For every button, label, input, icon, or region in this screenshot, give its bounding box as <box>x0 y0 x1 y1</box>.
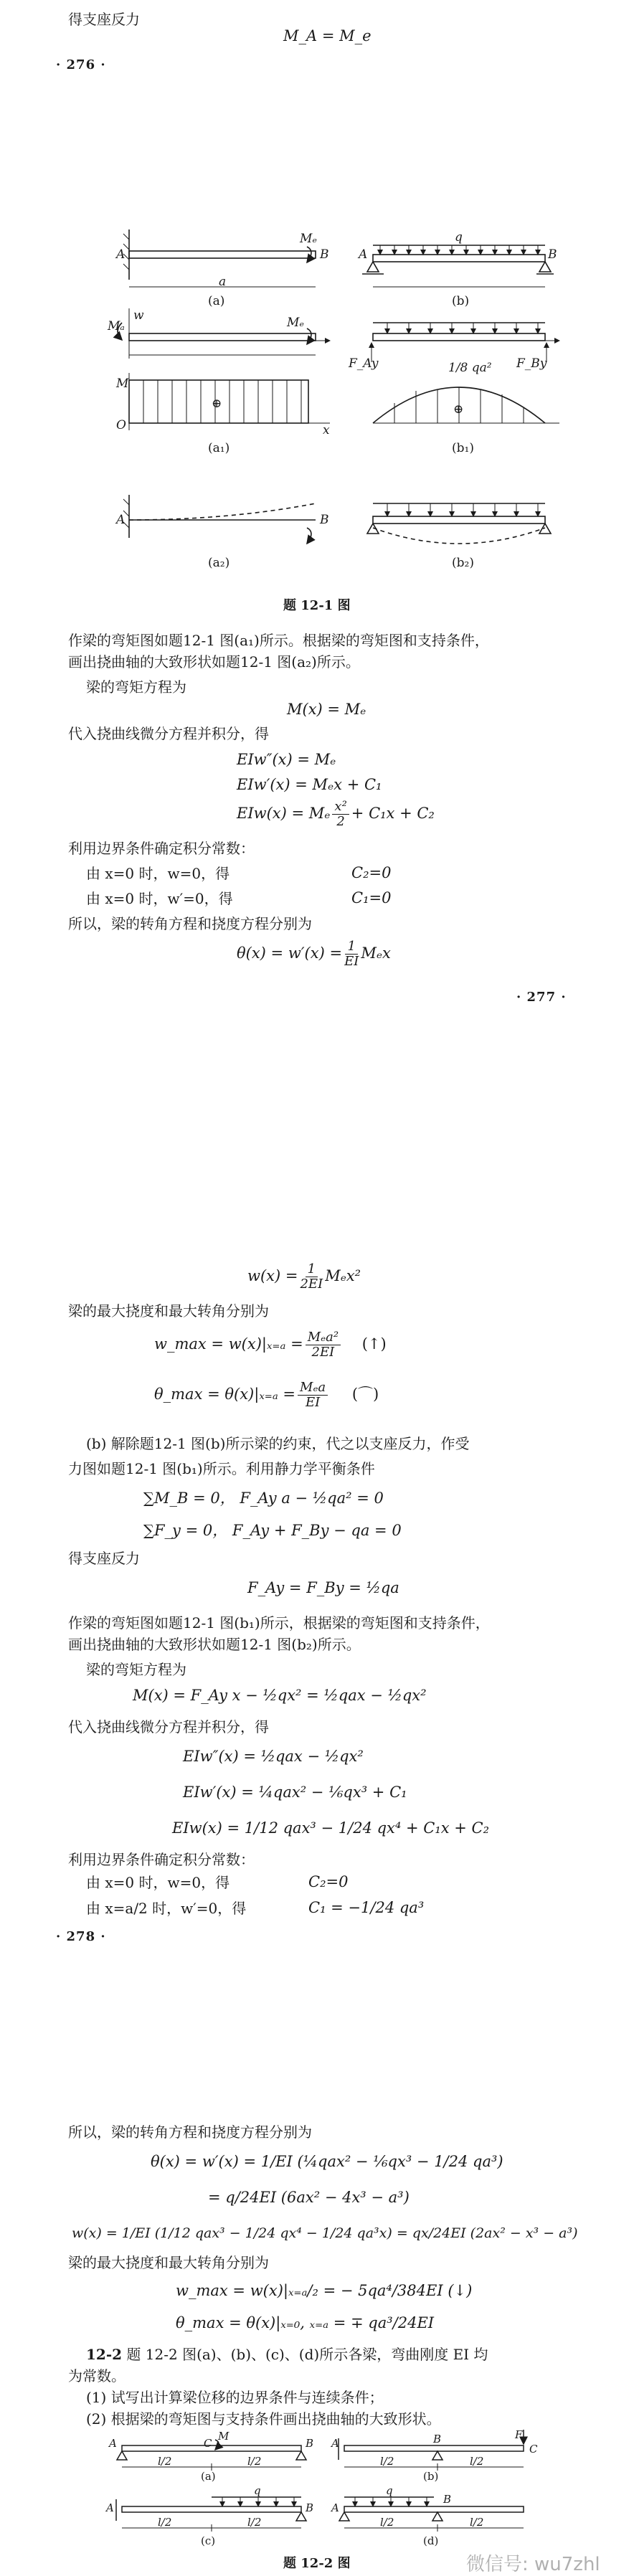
page3-wmax <box>154 1330 387 1360</box>
part-a-eq4 <box>237 800 435 829</box>
page4-wmax: w_max = w(x)|ₓ₌ₐ/₂ = − 5qa⁴/384EI (↓) <box>176 2282 473 2299</box>
page3-eq-fy: ∑F_y = 0， F_Ay + F_By − qa = 0 <box>143 1522 402 1539</box>
watermark: 微信号: wu7zhl <box>466 2554 600 2575</box>
fig121-label-Me: Mₑ <box>300 232 317 246</box>
fig121-label-A-b: A <box>359 247 368 262</box>
page3-eq-react: F_Ay = F_By = ½qa <box>247 1579 399 1596</box>
fig121-label-a2: (a₂) <box>208 556 230 570</box>
page3-tmax-dir: (⌒) <box>351 1386 379 1403</box>
fig121-label-FAy: F_Ay <box>349 356 379 371</box>
fig121-label-A-a2: A <box>116 513 126 527</box>
fig121-label-peak: 1/8 qa² <box>448 361 492 375</box>
page3-wmax-lhs: w_max = w(x)|ₓ₌ₐ = <box>154 1335 303 1353</box>
part-a-eq4-num: x² <box>332 800 349 815</box>
fig122-d-A: A <box>331 2501 339 2514</box>
page3-eq-m: M(x) = F_Ay x − ½qx² = ½qax − ½qx² <box>133 1687 427 1704</box>
page3-p5: 作梁的弯矩图如题12-1 图(b₁)所示，根据梁的弯矩图和支持条件， <box>68 1614 490 1632</box>
page3-eq1-rhs: Mₑx² <box>325 1267 361 1284</box>
fig121-label-Me-a1: Mₑ <box>287 316 304 330</box>
page3-p1: 梁的最大挠度和最大转角分别为 <box>68 1302 269 1320</box>
fig121-label-b1: (b₁) <box>452 441 474 455</box>
page3-eq-mb: ∑M_B = 0， F_Ay a − ½qa² = 0 <box>143 1490 384 1507</box>
page4-tmax: θ_max = θ(x)|ₓ₌₀, ₓ₌ₐ = ∓ qa³/24EI <box>176 2314 435 2331</box>
fig122-b-C: C <box>529 2443 538 2456</box>
page3-eq-w0: EIw(x) = 1/12 qax³ − 1/24 qx⁴ + C₁x + C₂ <box>172 1819 490 1837</box>
page-number-278: · 278 · <box>56 1929 106 1944</box>
fig122-d-q: q <box>386 2484 393 2497</box>
page3-p3: 力图如题12-1 图(b₁)所示。利用静力学平衡条件 <box>68 1460 375 1477</box>
problem-number: 12-2 <box>86 2346 123 2363</box>
page-number-277: · 277 · <box>516 990 567 1005</box>
page4-p1: 所以，梁的转角方程和挠度方程分别为 <box>68 2123 312 2141</box>
page3-tmax-lhs: θ_max = θ(x)|ₓ₌ₐ = <box>154 1386 296 1403</box>
page3-eq1: w(x) = $\frac{1}{2EI}$ Mₑx² <box>247 1261 361 1292</box>
page3-wmax-num: Mₑa² <box>306 1330 341 1345</box>
page3-bc1: 由 x=0 时，w=0，得 <box>86 1874 230 1891</box>
figure-12-2 <box>106 2428 552 2553</box>
figure-12-1 <box>108 215 567 581</box>
fig121-label-x: x <box>323 423 330 437</box>
fig122-a-B: B <box>306 2437 314 2450</box>
fig121-label-A: A <box>116 247 126 262</box>
fig122-c-half1: l/2 <box>158 2516 172 2529</box>
part-a-p4: 代入挠曲线微分方程并积分，得 <box>68 725 269 742</box>
part-a-bc2-val: C₁=0 <box>351 889 392 906</box>
fig121-label-b: (b) <box>452 294 470 308</box>
part-a-eq1: M(x) = Mₑ <box>287 701 366 718</box>
page3-p8: 代入挠曲线微分方程并积分，得 <box>68 1718 269 1736</box>
figure-12-2-caption: 题 12-2 图 <box>283 2556 351 2571</box>
fig122-b-F: F <box>515 2428 523 2441</box>
fig122-label-d: (d) <box>423 2534 439 2547</box>
part-a-p3: 梁的弯矩方程为 <box>86 678 186 696</box>
part-a-eq5-rhs: Mₑx <box>361 944 391 962</box>
fig122-d-half1: l/2 <box>380 2516 394 2529</box>
fig122-a-half1: l/2 <box>158 2455 172 2468</box>
part-a-p6: 所以，梁的转角方程和挠度方程分别为 <box>68 915 312 932</box>
fig122-b-half2: l/2 <box>470 2455 484 2468</box>
reaction-equation: M_A = M_e <box>283 27 372 44</box>
problem-q2: (2) 根据梁的弯矩图与支持条件画出挠曲轴的大致形状。 <box>86 2410 441 2428</box>
fig122-d-half2: l/2 <box>470 2516 484 2529</box>
fig122-label-a: (a) <box>201 2470 216 2483</box>
page3-bc2: 由 x=a/2 时，w′=0，得 <box>86 1900 247 1917</box>
part-a-eq2: EIw″(x) = Mₑ <box>237 751 336 768</box>
part-a-p1: 作梁的弯矩图如题12-1 图(a₁)所示。根据梁的弯矩图和支持条件， <box>68 632 489 649</box>
page3-tmax-den: EI <box>305 1395 321 1410</box>
page3-eq1-lhs: w(x) = <box>247 1267 298 1284</box>
fig121-label-a: (a) <box>208 294 225 308</box>
page4-eq1: θ(x) = w′(x) = 1/EI (¼qax² − ⅙qx³ − 1/24 qa³) <box>151 2153 503 2170</box>
fig121-label-a1: (a₁) <box>208 441 230 455</box>
problem-line1: 题 12-2 图(a)、(b)、(c)、(d)所示各梁，弯曲刚度 EI 均 <box>126 2346 488 2363</box>
fig121-plus-b1: ⊕ <box>453 402 464 417</box>
part-a-eq4-lhs: EIw(x) = Mₑ <box>237 805 331 822</box>
fig122-a-C: C <box>204 2437 212 2450</box>
fig122-b-half1: l/2 <box>380 2455 394 2468</box>
fig122-label-c: (c) <box>201 2534 216 2547</box>
fig121-label-b2: (b₂) <box>452 556 474 570</box>
page4-eq3: w(x) = 1/EI (1/12 qax³ − 1/24 qx⁴ − 1/24 qa³x) = qx/24EI (2ax² − x³ − a³) <box>72 2225 578 2241</box>
figure-12-1-caption: 题 12-1 图 <box>283 598 351 613</box>
page3-tmax-num: Mₑa <box>298 1381 328 1396</box>
part-a-bc2: 由 x=0 时，w′=0，得 <box>86 890 233 907</box>
part-a-bc1: 由 x=0 时，w=0，得 <box>86 865 230 882</box>
fig121-label-FBy: F_By <box>516 356 547 371</box>
fig122-c-q: q <box>254 2484 261 2497</box>
page3-bc1-val: C₂=0 <box>308 1873 349 1890</box>
fig122-label-b: (b) <box>423 2470 439 2483</box>
part-a-p2: 画出挠曲轴的大致形状如题12-1 图(a₂)所示。 <box>68 653 360 671</box>
page3-wmax-den: 2EI <box>311 1345 335 1360</box>
fig122-a-half2: l/2 <box>247 2455 262 2468</box>
part-a-eq4-den: 2 <box>336 814 345 829</box>
part-a-eq5: θ(x) = w′(x) = $\frac{1}{EI}$ Mₑx <box>237 939 391 969</box>
fig121-label-O: O <box>116 418 126 432</box>
page3-p7: 梁的弯矩方程为 <box>86 1661 186 1678</box>
fig122-d-B: B <box>443 2493 452 2506</box>
page3-p2: (b) 解除题12-1 图(b)所示梁的约束，代之以支座反力，作受 <box>86 1435 470 1452</box>
fig122-b-B: B <box>433 2433 442 2445</box>
fig121-plus-a1: ⊕ <box>212 397 222 411</box>
page3-wmax-dir: (↑) <box>361 1335 387 1353</box>
fig122-b-A: A <box>331 2437 339 2450</box>
part-a-eq3: EIw′(x) = Mₑx + C₁ <box>237 776 382 793</box>
fig121-label-B: B <box>320 247 329 262</box>
page3-eq-w2: EIw″(x) = ½qax − ½qx² <box>183 1748 364 1765</box>
part-a-p5: 利用边界条件确定积分常数： <box>68 840 255 857</box>
problem-q1: (1) 试写出计算梁位移的边界条件与连续条件； <box>86 2389 384 2406</box>
fig122-c-A: A <box>106 2501 114 2514</box>
fig121-label-B-b: B <box>548 247 557 262</box>
page3-p9: 利用边界条件确定积分常数： <box>68 1851 255 1868</box>
part-a-bc1-val: C₂=0 <box>351 864 392 881</box>
reaction-intro: 得支座反力 <box>68 11 140 28</box>
page-number-276: · 276 · <box>56 57 106 72</box>
fig121-label-B-a2: B <box>320 513 329 527</box>
fig122-c-B: B <box>306 2501 314 2514</box>
page3-bc2-val: C₁ = −1/24 qa³ <box>308 1899 425 1916</box>
page4-p2: 梁的最大挠度和最大转角分别为 <box>68 2254 269 2271</box>
fig121-label-w: w <box>133 308 144 323</box>
page3-p4: 得支座反力 <box>68 1550 140 1567</box>
fig121-label-q: q <box>455 230 463 245</box>
fig121-label-MA: Mₐ <box>108 319 125 333</box>
page3-p6: 画出挠曲轴的大致形状如题12-1 图(b₂)所示。 <box>68 1636 361 1653</box>
page3-eq-w1: EIw′(x) = ¼qax² − ⅙qx³ + C₁ <box>183 1784 407 1801</box>
problem-line2: 为常数。 <box>68 2367 126 2385</box>
page3-tmax <box>154 1381 379 1410</box>
problem-12-2 <box>86 2345 488 2364</box>
fig122-a-A: A <box>109 2437 117 2450</box>
fig121-label-len-a: a <box>219 275 227 289</box>
part-a-eq5-lhs: θ(x) = w′(x) = <box>237 944 343 962</box>
fig122-a-M: M <box>218 2430 230 2443</box>
fig122-c-half2: l/2 <box>247 2516 262 2529</box>
part-a-eq4-rhs: + C₁x + C₂ <box>351 805 435 822</box>
fig121-label-M: M <box>116 377 129 391</box>
page4-eq2: = q/24EI (6ax² − 4x³ − a³) <box>208 2189 410 2206</box>
